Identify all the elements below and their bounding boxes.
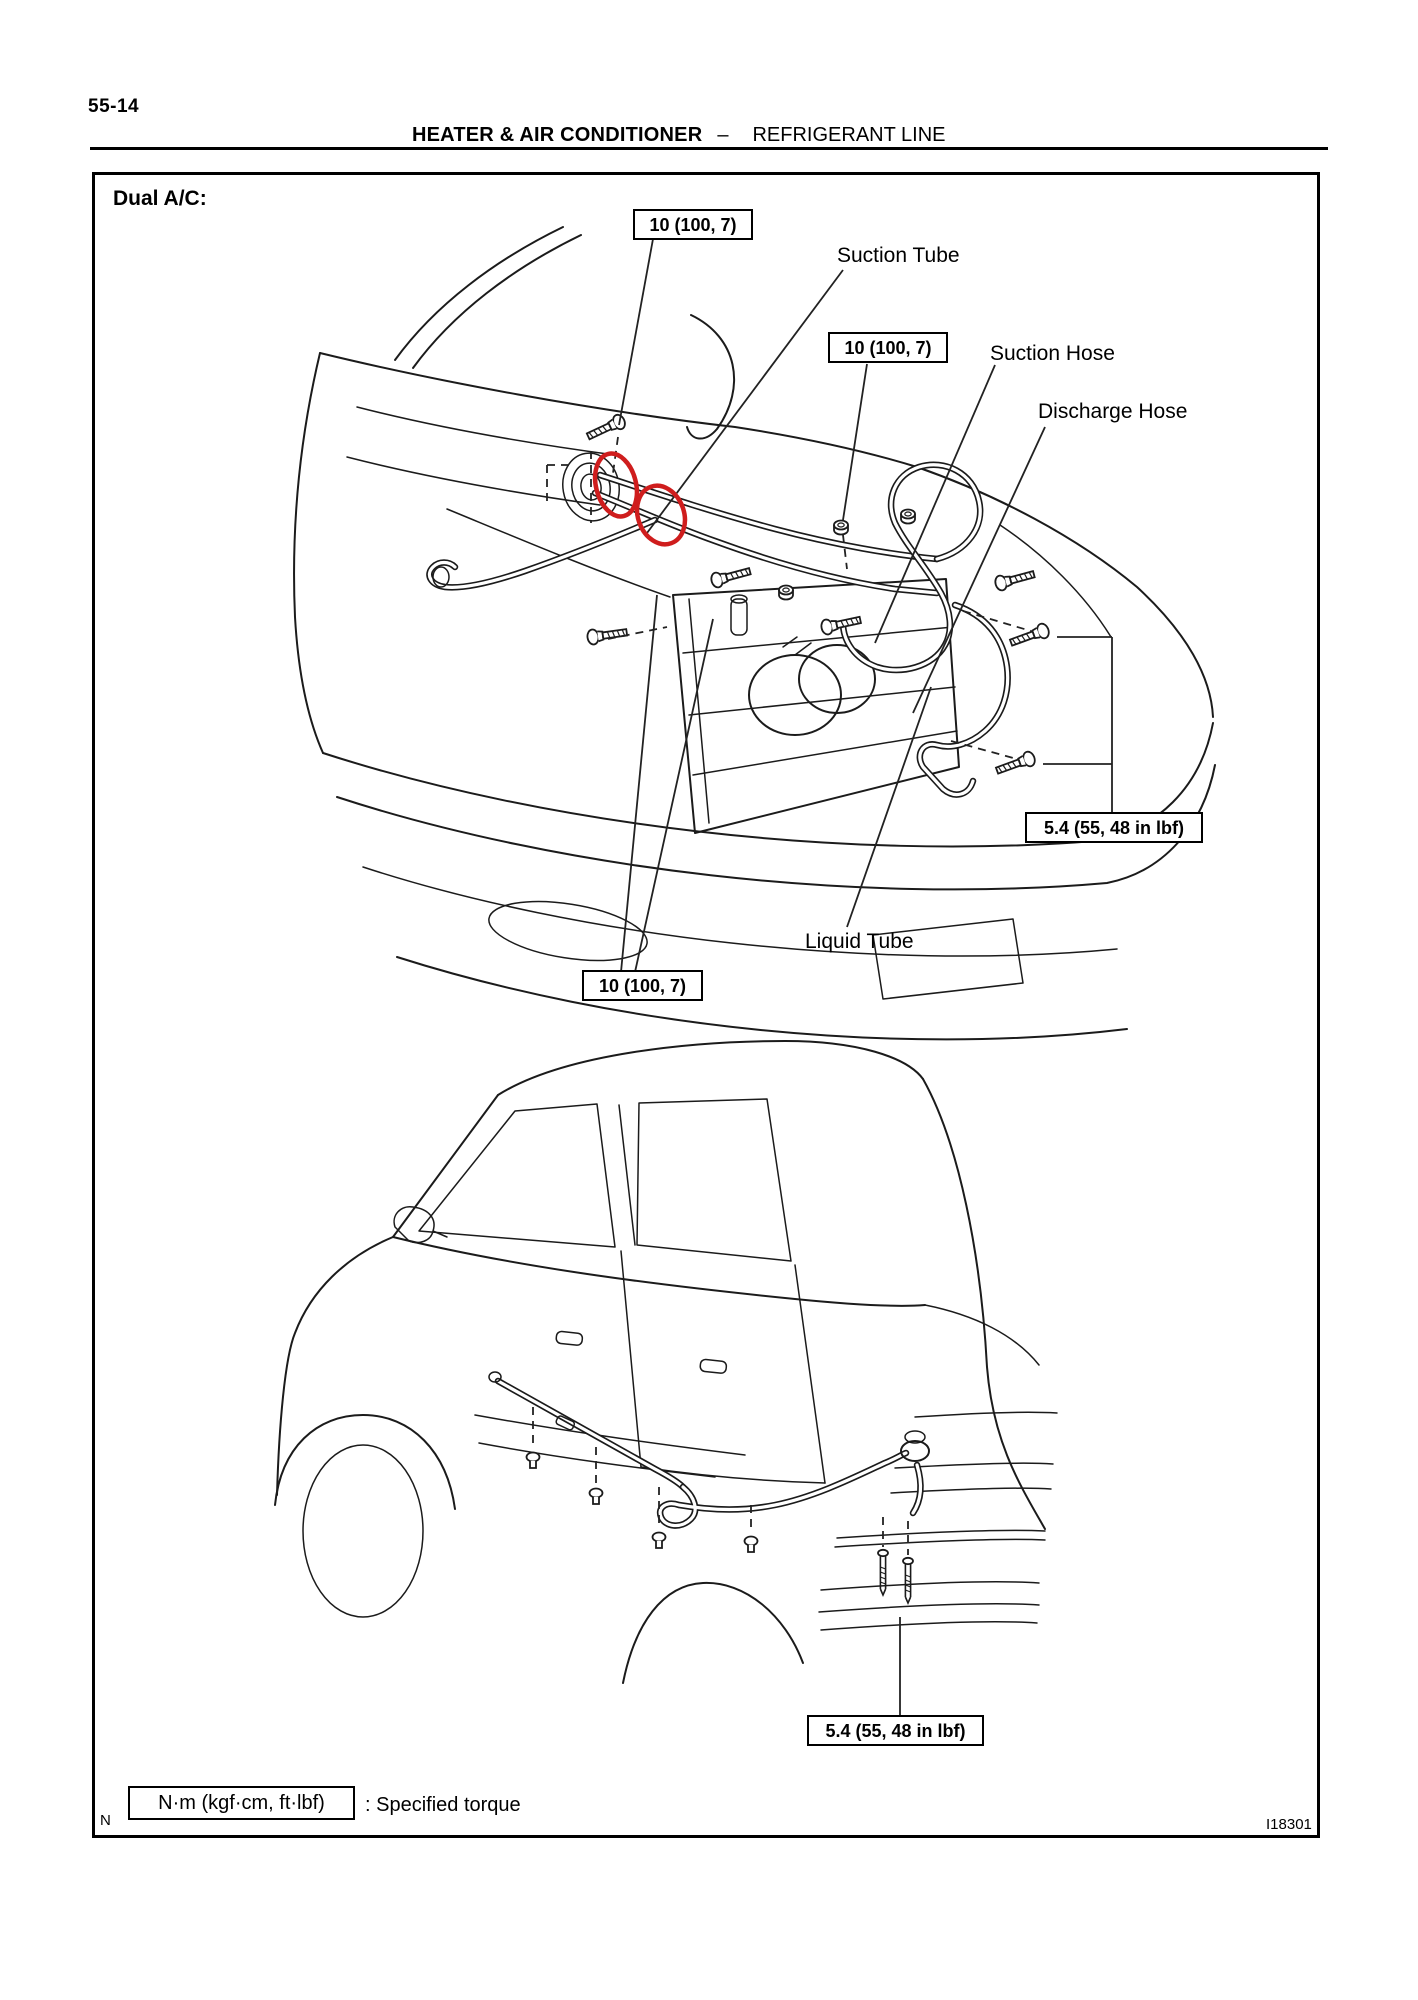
figure-code: I18301: [1266, 1816, 1312, 1833]
figure-canvas: [95, 175, 1317, 1835]
long-bolt-icon: [903, 1558, 913, 1603]
clip-icon: [653, 1533, 666, 1549]
header-section: HEATER & AIR CONDITIONER: [412, 124, 703, 146]
page-header: [412, 124, 945, 147]
label-liquid-tube: Liquid Tube: [805, 930, 914, 953]
label-discharge-hose: Discharge Hose: [1038, 400, 1188, 423]
label-suction-tube: Suction Tube: [837, 244, 960, 267]
side-view-diagram: [275, 1041, 1057, 1717]
bolt-icon: [994, 750, 1036, 778]
header-rule: [90, 147, 1328, 150]
torque-callout-suction-tube: 10 (100, 7): [633, 209, 753, 240]
page-number: 55-14: [88, 96, 140, 117]
nut-icon: [779, 586, 793, 600]
legend-unit-box: N·m (kgf·cm, ft·lbf): [128, 1786, 355, 1820]
torque-callout-suction-hose: 10 (100, 7): [828, 332, 948, 363]
fasteners-side: [527, 1407, 914, 1603]
bolt-icon: [1008, 622, 1050, 650]
figure-frame: [92, 172, 1320, 1838]
clip-icon: [745, 1537, 758, 1553]
torque-callout-condenser: 5.4 (55, 48 in lbf): [1025, 812, 1203, 843]
nut-icon: [834, 521, 848, 535]
long-bolt-icon: [878, 1550, 888, 1595]
label-suction-hose: Suction Hose: [990, 342, 1115, 365]
header-separator: –: [717, 124, 729, 146]
car-side-body: [275, 1041, 1057, 1683]
bolt-icon: [994, 567, 1036, 592]
refrigerant-tubes-side: [489, 1372, 929, 1526]
variant-label: Dual A/C:: [113, 187, 207, 210]
torque-callout-underbody: 5.4 (55, 48 in lbf): [807, 1715, 984, 1746]
fasteners-front: [585, 413, 1051, 778]
bolt-icon: [710, 564, 752, 589]
bolt-icon: [587, 625, 628, 645]
legend-description: : Specified torque: [365, 1794, 521, 1816]
torque-callout-lower: 10 (100, 7): [582, 970, 703, 1001]
header-subsection: REFRIGERANT LINE: [752, 124, 946, 146]
page-letter: N: [100, 1812, 111, 1829]
clip-icon: [527, 1453, 540, 1469]
clip-icon: [590, 1489, 603, 1505]
nut-icon: [901, 510, 915, 524]
receiver-drier: [731, 595, 747, 635]
